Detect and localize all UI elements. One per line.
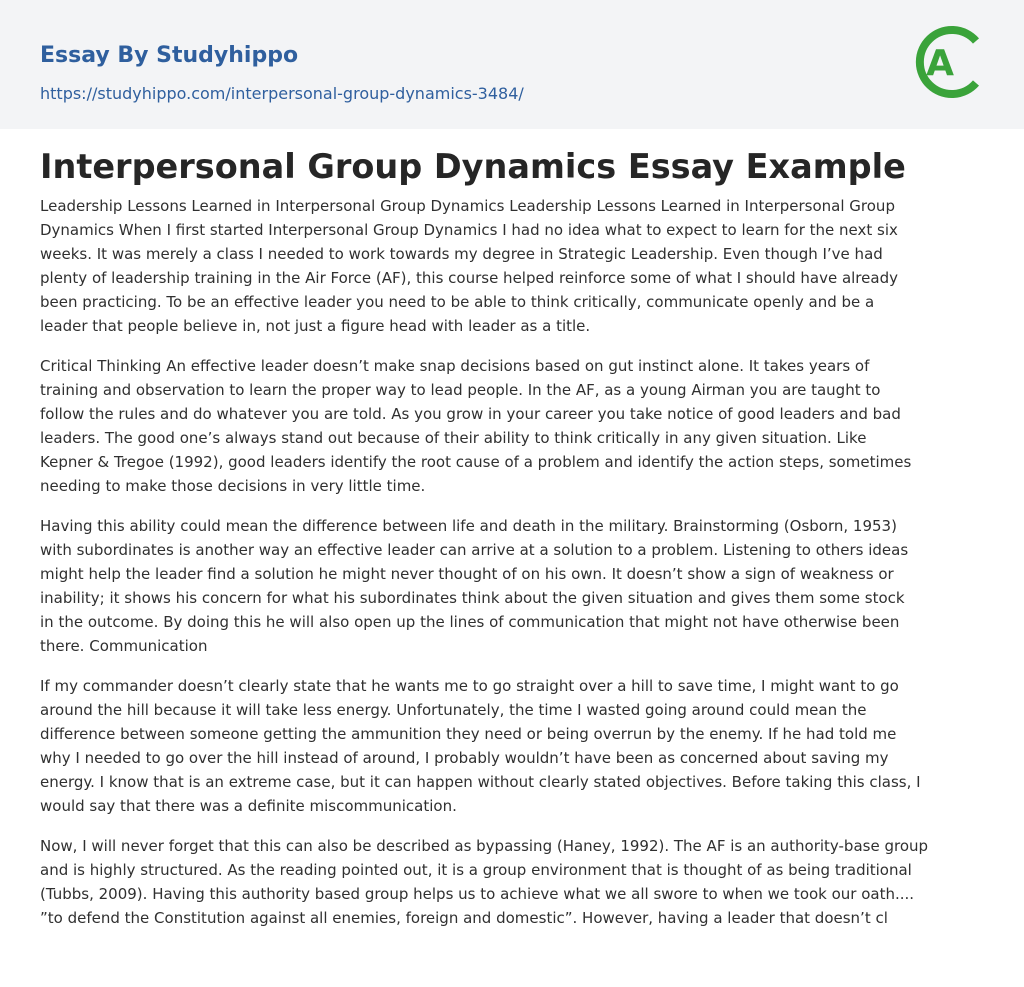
essay-paragraph [40, 354, 984, 498]
paragraph-line: plenty of leadership training in the Air Force (AF), this course helped reinforce some of what I should have already [40, 269, 898, 287]
essay-paragraph [40, 194, 984, 338]
paragraph-line: Kepner & Tregoe (1992), good leaders identify the root cause of a problem and identify the action steps, sometimes [40, 453, 912, 471]
paragraph-line: Critical Thinking An effective leader doesn’t make snap decisions based on gut instinct alone. It takes years of [40, 357, 870, 375]
studyhippo-logo-icon[interactable] [912, 18, 988, 106]
paragraph-line: If my commander doesn’t clearly state that he wants me to go straight over a hill to save time, I might want to go [40, 677, 899, 695]
paragraph-line: inability; it shows his concern for what his subordinates think about the given situation and gives them some stock [40, 589, 905, 607]
paragraph-line: might help the leader find a solution he might never thought of on his own. It doesn’t show a sign of weakness or [40, 565, 894, 583]
paragraph-line: and is highly structured. As the reading pointed out, it is a group environment that is thought of as being traditional [40, 861, 912, 879]
paragraph-line: difference between someone getting the ammunition they need or being overrun by the enemy. If he had told me [40, 725, 897, 743]
paragraph-line: there. Communication [40, 637, 208, 655]
paragraph-line: Leadership Lessons Learned in Interpersonal Group Dynamics Leadership Lessons Learned in Interpersonal Group [40, 197, 895, 215]
paragraph-line: Now, I will never forget that this can also be described as bypassing (Haney, 1992). The AF is an authority-base group [40, 837, 929, 855]
paragraph-line: with subordinates is another way an effective leader can arrive at a solution to a problem. Listening to others ideas [40, 541, 909, 559]
logo-letter: A [926, 43, 954, 84]
essay-paragraph [40, 834, 984, 930]
site-brand[interactable]: Essay By Studyhippo [40, 43, 299, 68]
paragraph-line: energy. I know that is an extreme case, but it can happen without clearly stated objectives. Before taking this class, I [40, 773, 921, 791]
essay-paragraph [40, 674, 984, 818]
paragraph-line: around the hill because it will take less energy. Unfortunately, the time I wasted going around could mean the [40, 701, 867, 719]
paragraph-line: weeks. It was merely a class I needed to work towards my degree in Strategic Leadership. Even though I’ve had [40, 245, 883, 263]
paragraph-line: leader that people believe in, not just a figure head with leader as a title. [40, 317, 591, 335]
paragraph-line: training and observation to learn the proper way to lead people. In the AF, as a young Airman you are taught to [40, 381, 881, 399]
essay-title: Interpersonal Group Dynamics Essay Example [40, 147, 906, 186]
paragraph-line: needing to make those decisions in very little time. [40, 477, 426, 495]
paragraph-line: follow the rules and do whatever you are told. As you grow in your career you take notice of good leaders and bad [40, 405, 901, 423]
essay-paragraph [40, 514, 984, 658]
paragraph-line: been practicing. To be an effective leader you need to be able to think critically, communicate openly and be a [40, 293, 875, 311]
paragraph-line: in the outcome. By doing this he will also open up the lines of communication that might not have otherwise been [40, 613, 900, 631]
paragraph-line: (Tubbs, 2009). Having this authority based group helps us to achieve what we all swore to when we took our oath.... [40, 885, 915, 903]
paragraph-line: ”to defend the Constitution against all enemies, foreign and domestic”. However, having a leader that doesn’t cl [40, 909, 888, 927]
paragraph-line: Dynamics When I first started Interpersonal Group Dynamics I had no idea what to expect to learn for the next six [40, 221, 898, 239]
source-url-link[interactable]: https://studyhippo.com/interpersonal-group-dynamics-3484/ [40, 84, 524, 103]
paragraph-line: Having this ability could mean the difference between life and death in the military. Brainstorming (Osborn, 1953) [40, 517, 897, 535]
paragraph-line: would say that there was a definite miscommunication. [40, 797, 457, 815]
paragraph-line: why I needed to go over the hill instead of around, I probably wouldn’t have been as concerned about saving my [40, 749, 889, 767]
site-header [0, 0, 1024, 129]
paragraph-line: leaders. The good one’s always stand out because of their ability to think critically in any given situation. Like [40, 429, 867, 447]
essay-body [40, 194, 984, 946]
